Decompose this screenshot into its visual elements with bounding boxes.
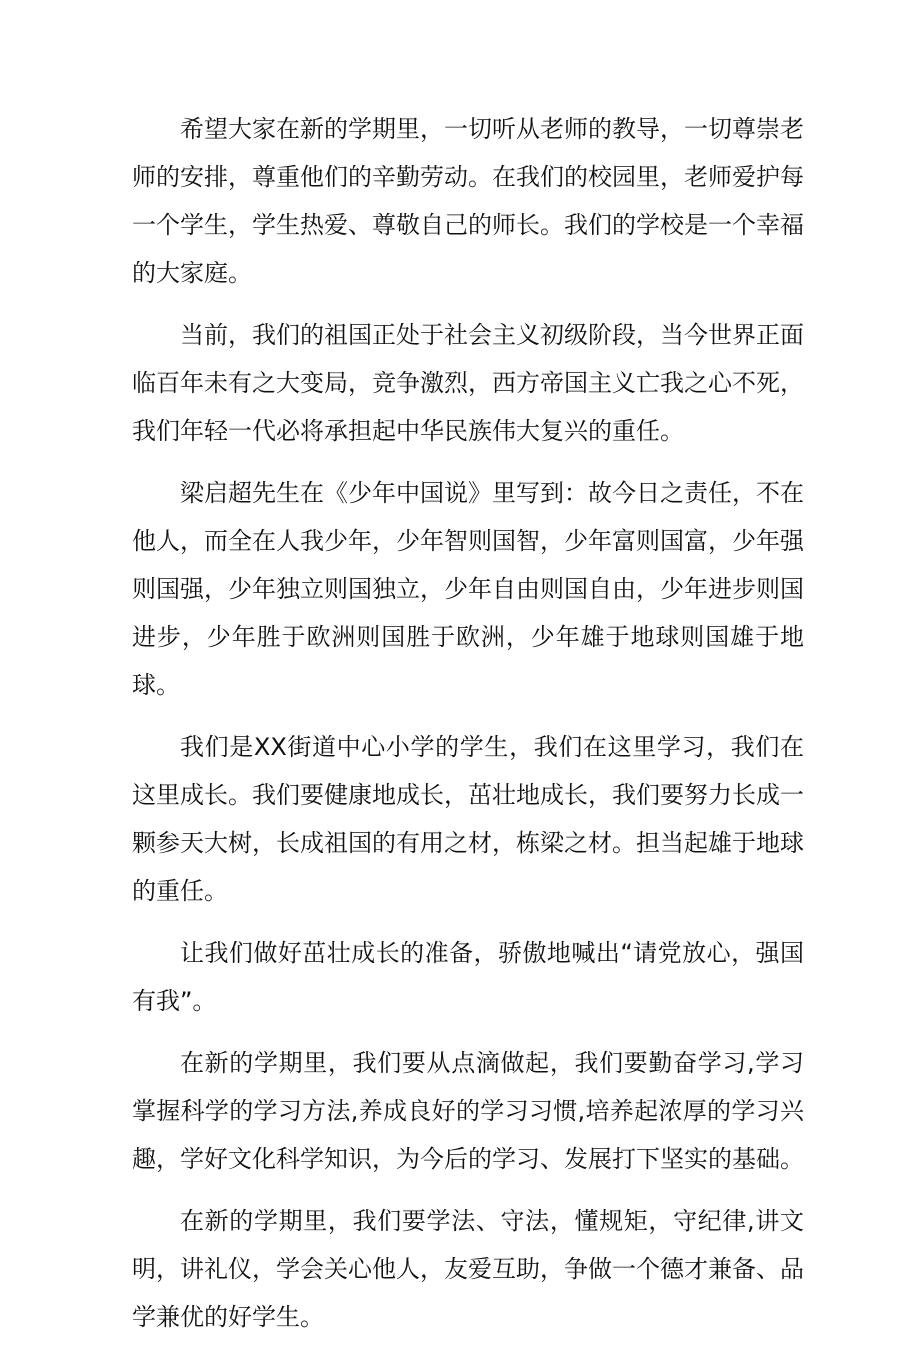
paragraph-respect-teachers: 希望大家在新的学期里，一切听从老师的教导，一切尊崇老师的安排，尊重他们的辛勤劳动。在我们的校园里，老师爱护每一个学生，学生热爱、尊敬自己的师长。我们的学校是一个幸福的大家庭。 <box>132 115 804 287</box>
paragraph-liang-qichao-quote: 梁启超先生在《少年中国说》里写到：故今日之责任，不在他人，而全在人我少年，少年智则国智，少年富则国富，少年强则国强，少年独立则国独立，少年自由则国自由，少年进步则国进步，少年胜于欧洲则国胜于欧洲，少年雄于地球则国雄于地球。 <box>132 479 804 699</box>
paragraph-national-situation: 当前，我们的祖国正处于社会主义初级阶段，当今世界正面临百年未有之大变局，竞争激烈，西方帝国主义亡我之心不死，我们年轻一代必将承担起中华民族伟大复兴的重任。 <box>132 321 804 445</box>
paragraph-pledge: 让我们做好茁壮成长的准备，骄傲地喊出“请党放心，强国有我”。 <box>132 939 804 1015</box>
paragraph-good-conduct: 在新的学期里，我们要学法、守法，懂规矩，守纪律,讲文明，讲礼仪，学会关心他人，友爱互助，争做一个德才兼备、品学兼优的好学生。 <box>132 1207 804 1331</box>
paragraph-school-growth: 我们是XX街道中心小学的学生，我们在这里学习，我们在这里成长。我们要健康地成长，茁壮地成长，我们要努力长成一颗参天大树，长成祖国的有用之材，栋梁之材。担当起雄于地球的重任。 <box>132 733 804 905</box>
paragraph-study-diligently: 在新的学期里，我们要从点滴做起，我们要勤奋学习,学习掌握科学的学习方法,养成良好的学习习惯,培养起浓厚的学习兴趣，学好文化科学知识，为今后的学习、发展打下坚实的基础。 <box>132 1049 804 1173</box>
document-body <box>132 105 804 1355</box>
